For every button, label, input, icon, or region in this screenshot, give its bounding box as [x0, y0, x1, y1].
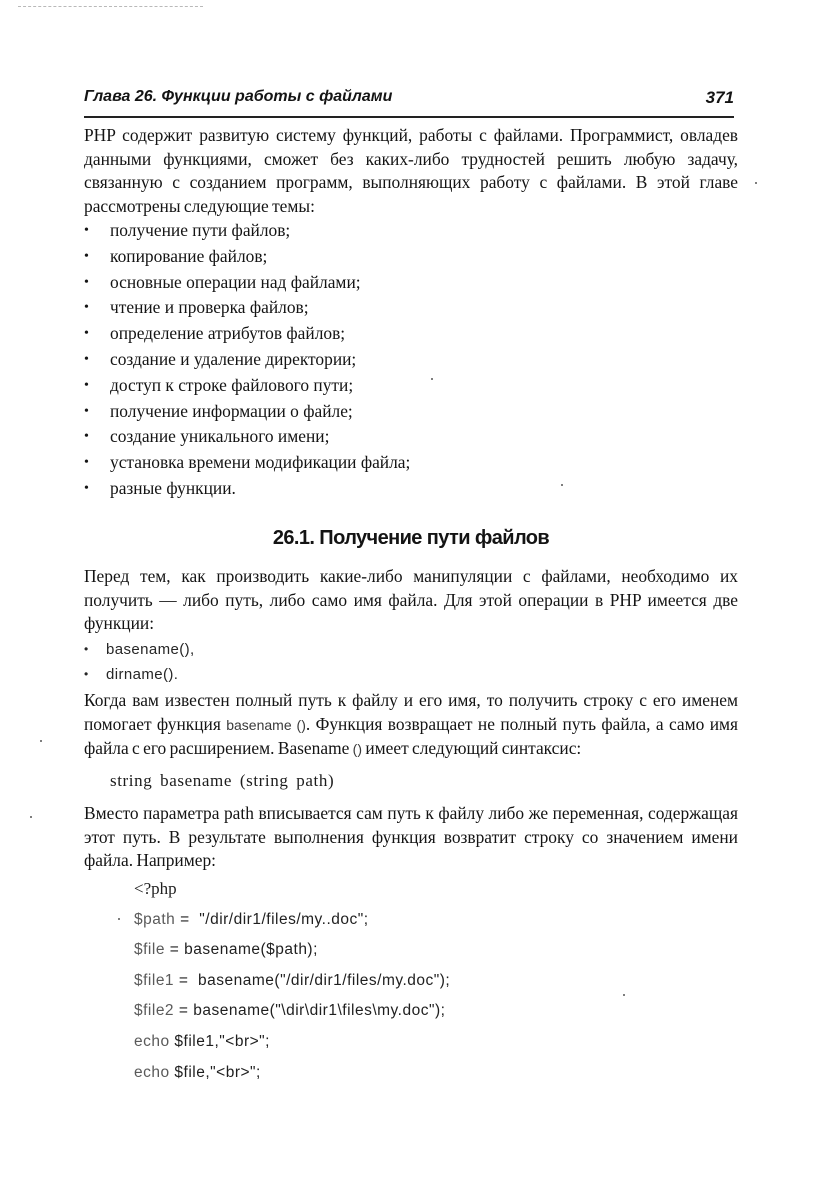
list-item: • basename(),: [84, 637, 195, 662]
header-rule: [84, 116, 734, 118]
list-item: • создание и удаление директории;: [84, 347, 744, 373]
scan-speck: [561, 484, 563, 486]
syntax-line: string basename (string path): [110, 771, 335, 790]
code-token: = basename("/dir/dir1/files/my.doc");: [174, 971, 451, 989]
scan-speck: [118, 918, 120, 920]
list-item: • получение пути файлов;: [84, 218, 744, 244]
text-run: Когда вам известен полный путь к файлу и его имя, то получить строку с его именем помогает функция: [84, 690, 738, 734]
function-list: [84, 637, 195, 687]
running-header: [84, 88, 734, 112]
list-item: • получение информации о файле;: [84, 399, 744, 425]
code-line: [134, 996, 450, 1027]
scan-speck: [30, 816, 32, 818]
code-line: [134, 905, 450, 936]
code-token: echo: [134, 1032, 170, 1050]
list-item: • доступ к строке файлового пути;: [84, 373, 744, 399]
code-token: $path: [134, 910, 176, 928]
code-line: [134, 935, 450, 966]
scan-speck: [40, 740, 42, 742]
list-item: • основные операции над файлами;: [84, 270, 744, 296]
section-paragraph-2: [84, 689, 738, 762]
list-item: • разные функции.: [84, 476, 744, 502]
code-line: <?php: [134, 879, 177, 898]
list-item: • создание уникального имени;: [84, 424, 744, 450]
scan-artifact-line: [18, 6, 203, 7]
code-listing: [134, 874, 450, 1088]
scan-speck: [623, 994, 625, 996]
code-token: $file1,"<br>";: [169, 1032, 270, 1050]
code-token: echo: [134, 1063, 170, 1081]
inline-code: basename (): [226, 716, 306, 733]
text-run: . Функция возвращает не полный путь файла, а само имя файла с его расширением. Basename: [84, 713, 739, 758]
chapter-title: Глава 26. Функции работы с файлами: [84, 88, 393, 105]
code-token: = basename("\dir\dir1\files\my.doc");: [174, 1002, 446, 1020]
list-item: • определение атрибутов файлов;: [84, 321, 744, 347]
section-heading: 26.1. Получение пути файлов: [272, 527, 550, 549]
topics-list: [84, 218, 744, 502]
page-number: 371: [705, 88, 734, 107]
intro-paragraph: PHP содержит развитую систему функций, работы с файлами. Программист, овладев данными функциями, сможет без каких-либо трудностей решить любую задачу, связанную с созданием программ, выполняющих работу с файлами. В этой главе рассмотрены следующие темы:: [84, 125, 738, 216]
list-item: • установка времени модификации файла;: [84, 450, 744, 476]
section-paragraph-3: Вместо параметра path вписывается сам путь к файлу либо же переменная, содержащая этот путь. В результате выполнения функция возвратит строку со значением имени файла. Например:: [84, 803, 738, 870]
text-run: имеет следующий синтаксис:: [361, 738, 582, 758]
code-line: [134, 1027, 450, 1058]
code-line: [134, 966, 450, 997]
scan-speck: [431, 378, 433, 380]
code-token: $file2: [134, 1002, 175, 1020]
code-token: $file,"<br>";: [169, 1063, 261, 1081]
code-token: = "/dir/dir1/files/my..doc";: [175, 910, 369, 928]
code-token: $file1: [134, 971, 175, 989]
list-item: • копирование файлов;: [84, 244, 744, 270]
code-line: [134, 1058, 450, 1089]
scan-speck: [755, 182, 757, 184]
inline-code: (): [352, 741, 362, 757]
code-token: $file: [134, 941, 165, 959]
section-paragraph-1: Перед тем, как производить какие-либо манипуляции с файлами, необходимо их получить — либо путь, либо само имя файла. Для этой операции в PHP имеется две функции:: [84, 566, 738, 633]
code-token: = basename($path);: [164, 941, 318, 959]
list-item: • dirname().: [84, 662, 195, 687]
list-item: • чтение и проверка файлов;: [84, 295, 744, 321]
